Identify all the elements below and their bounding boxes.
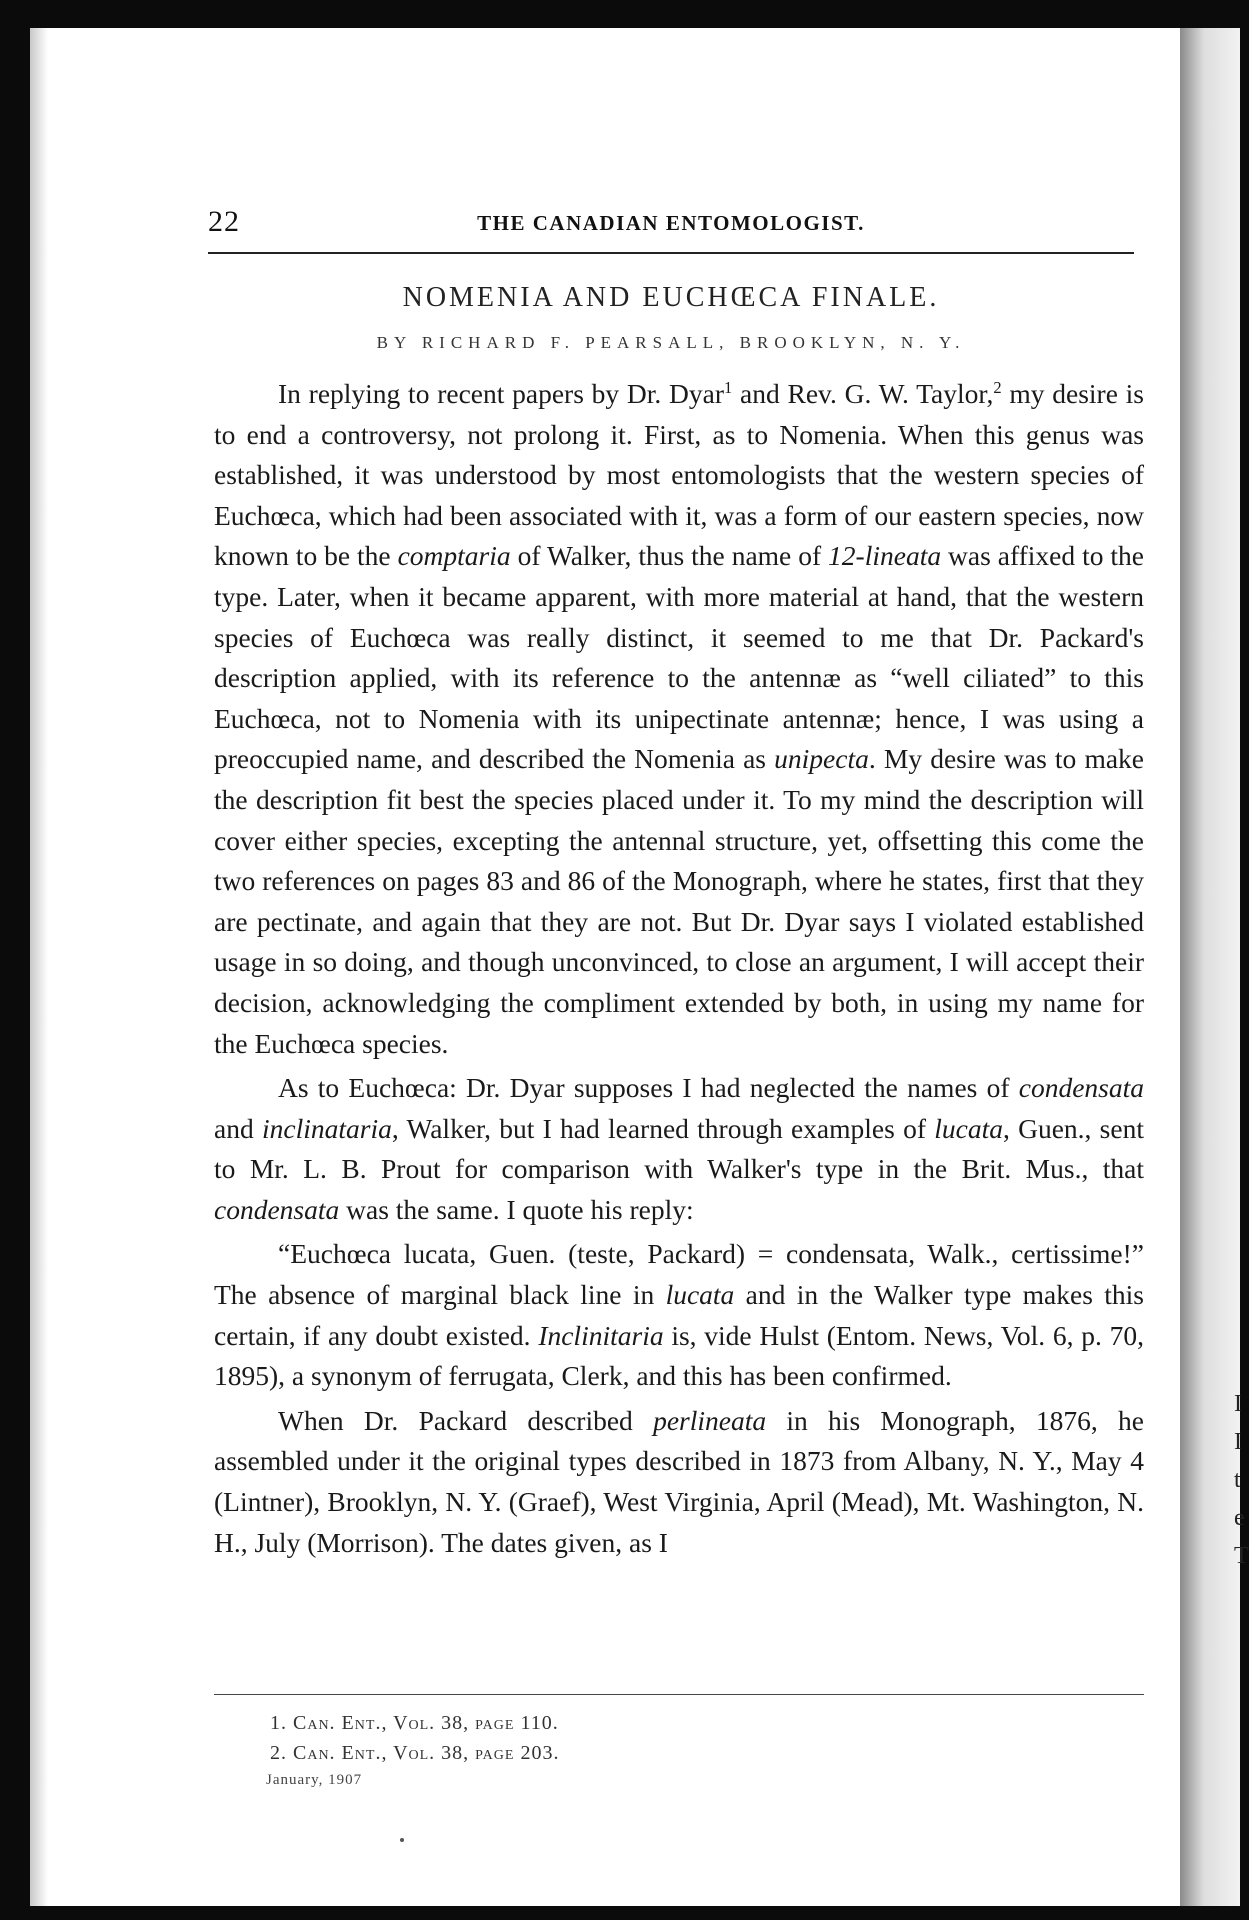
facing-glyph: I	[1234, 1391, 1242, 1417]
italic-term: Inclinitaria	[538, 1319, 664, 1351]
page-number: 22	[208, 205, 240, 238]
running-title: THE CANADIAN ENTOMOLOGIST.	[477, 211, 865, 235]
article-title: NOMENIA AND EUCHŒCA FINALE.	[402, 282, 940, 313]
text-run: As to Euchœca: Dr. Dyar supposes I had neglected the names of	[278, 1072, 1019, 1104]
text-run: is, vide Hulst (Entom. News, Vol. 6, p. 70, 1895), a synonym of ferrugata, Clerk, and this has been confirmed.	[214, 1319, 1144, 1392]
italic-term: 12-lineata	[828, 540, 942, 572]
header-rule	[208, 252, 1134, 254]
facing-page-edge	[1180, 28, 1249, 1906]
italic-term: lucata	[934, 1112, 1003, 1144]
footnote-ref: 1	[724, 377, 733, 397]
text-run: , Guen., sent to Mr. L. B. Prout for comparison with Walker's type in the Brit. Mus., that	[214, 1112, 1144, 1185]
article-paragraph	[214, 1401, 1144, 1563]
text-run: In replying to recent papers by Dr. Dyar	[278, 378, 725, 409]
facing-glyph: t	[1234, 1467, 1241, 1493]
text-run: in his Monograph, 1876, he assembled under it the original types described in 1873 from Albany, N. Y., May 4 (Lintner), Brooklyn, N. Y. (Graef), West Virginia, April (Mead), Mt. Washington, N. H., July (Morrison). The dates given, as I	[214, 1404, 1144, 1558]
italic-term: comptaria	[397, 540, 511, 572]
article-paragraph	[214, 374, 1144, 1064]
text-run: was the same. I quote his reply:	[339, 1193, 694, 1225]
footnote-ref: 2	[993, 377, 1002, 397]
page-header	[208, 205, 1134, 245]
italic-term: condensata	[214, 1193, 340, 1225]
text-run: . My desire was to make the description fit best the species placed under it. To my mind the description will cover either species, excepting the antennal structure, yet, offsetting this come the two references on pages 83 and 86 of the Monograph, where he states, first that they are pectinate, and again that they are not. But Dr. Dyar says I violated established usage in so doing, and though unconvinced, to close an argument, I will accept their decision, acknowledging the compliment extended by both, in using my name for the Euchœca species.	[214, 743, 1144, 1059]
footnote	[270, 1708, 1130, 1738]
article-byline: BY RICHARD F. PEARSALL, BROOKLYN, N. Y.	[376, 333, 966, 352]
text-run: and Rev. G. W. Taylor,	[732, 378, 994, 409]
text-run: and in the Walker type makes this certain, if any doubt existed.	[214, 1279, 1144, 1351]
print-speck	[400, 1838, 404, 1842]
binding-shadow	[30, 28, 48, 1906]
footnotes	[270, 1708, 1130, 1768]
issue-date: January, 1907	[266, 1772, 363, 1788]
italic-term: condensata	[1018, 1072, 1144, 1104]
italic-term: inclinataria	[261, 1112, 392, 1144]
article-body	[214, 374, 1144, 1563]
text-run: and	[214, 1112, 262, 1144]
article-paragraph	[214, 1068, 1144, 1230]
footnote-number: 1.	[270, 1712, 287, 1734]
text-run: of Walker, thus the name of	[510, 540, 829, 572]
facing-glyph: e	[1234, 1505, 1245, 1531]
footnote-rule	[214, 1694, 1144, 1695]
facing-glyph: I	[1234, 1429, 1242, 1455]
facing-page-glyphs	[1234, 1385, 1249, 1665]
article-paragraph	[214, 1234, 1144, 1396]
text-run: When Dr. Packard described	[278, 1404, 654, 1436]
footnote	[270, 1738, 1130, 1768]
italic-term: perlineata	[653, 1404, 767, 1436]
facing-glyph: T	[1234, 1543, 1249, 1569]
text-run: was affixed to the type. Later, when it became apparent, with more material at hand, that the western species of Euchœca was really distinct, it seemed to me that Dr. Packard's description applied, with its reference to the antennæ as “well ciliated” to this Euchœca, not to Nomenia with its unipectinate antennæ; hence, I was using a preoccupied name, and described the Nomenia as	[214, 540, 1144, 775]
text-run: “Euchœca lucata, Guen. (teste, Packard) = condensata, Walk., certissime!” The absence of marginal black line in	[214, 1238, 1144, 1311]
footnote-number: 2.	[270, 1742, 287, 1764]
italic-term: unipecta	[774, 743, 869, 775]
text-run: my desire is to end a controversy, not prolong it. First, as to Nomenia. When this genus was established, it was understood by most entomologists that the western species of Euchœca, which had been associated with it, was a form of our eastern species, now known to be the	[214, 378, 1145, 572]
footnote-text: Can. Ent., Vol. 38, page 203.	[293, 1742, 560, 1764]
italic-term: lucata	[665, 1279, 735, 1311]
text-run: , Walker, but I had learned through examples of	[391, 1112, 935, 1144]
footnote-text: Can. Ent., Vol. 38, page 110.	[293, 1712, 559, 1734]
